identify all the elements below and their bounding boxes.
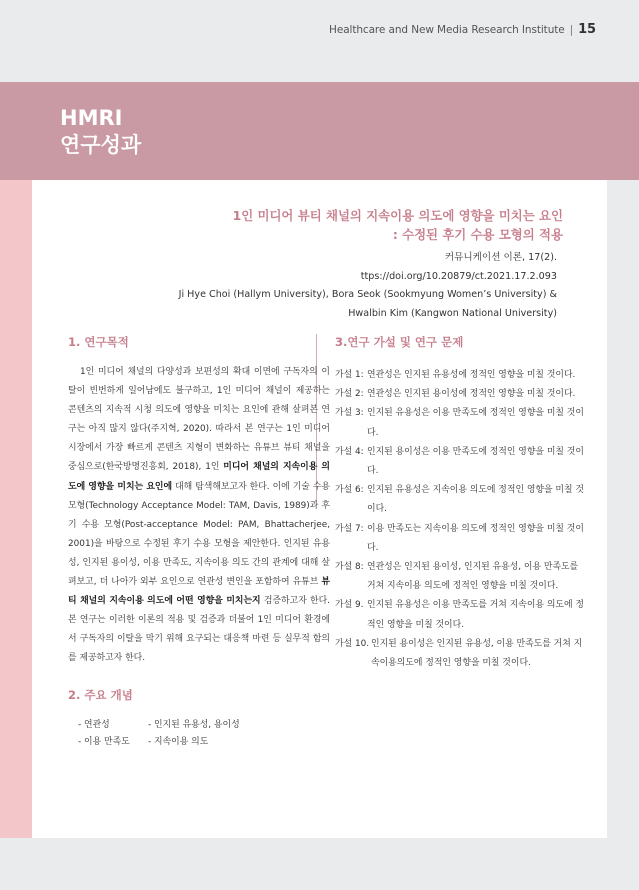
running-header: [329, 22, 596, 37]
hypothesis-text: 인지된 유용성은 이용 만족도를 거쳐 지속이용 의도에 정적인 영향을 미칠 것이다.: [367, 600, 584, 630]
article-card: [32, 180, 607, 838]
hypothesis-item: [335, 385, 585, 404]
hypothesis-item: [335, 635, 585, 673]
purpose-text-bold-1: 미디어 채널의 지속이용 의도에 영향을 미치는 요인에: [68, 462, 330, 492]
key-concepts-heading: 2. 주요 개념: [68, 687, 133, 702]
hypothesis-text: 연관성은 인지된 용이성, 인지된 유용성, 이용 만족도를 거쳐 지속이용 의도에 정적인 영향을 미칠 것이다.: [367, 562, 579, 592]
section-banner: [0, 82, 639, 180]
hypotheses-heading: 3.연구 가설 및 연구 문제: [335, 335, 464, 349]
hypothesis-label: 가설 7:: [335, 523, 364, 534]
concept-item: - 이용 만족도: [78, 737, 130, 747]
purpose-text-bold-2: 뷰티 채널의 지속이용 의도에 어떤 영향을 미치는지: [68, 577, 330, 607]
hypotheses-list: [335, 366, 585, 673]
article-meta: [179, 249, 557, 323]
concept-item: - 지속이용 의도: [148, 737, 209, 747]
banner-title-hmri: HMRI: [60, 106, 123, 130]
hypothesis-text: 인지된 유용성은 이용 만족도에 정적인 영향을 미칠 것이다.: [367, 408, 584, 438]
left-column: [68, 333, 330, 752]
hypothesis-label: 가설 8:: [335, 562, 364, 573]
institute-name: Healthcare and New Media Research Institute: [329, 24, 565, 36]
concept-row: [68, 734, 330, 752]
concept-item: - 인지된 유용성, 용이성: [148, 719, 240, 730]
hypothesis-text: 이용 만족도는 지속이용 의도에 정적인 영향을 미칠 것이다.: [367, 523, 584, 553]
research-purpose-heading: 1. 연구목적: [68, 335, 129, 349]
journal-citation: 커뮤니케이션 이론, 17(2).: [444, 252, 557, 263]
authors-line1: Ji Hye Choi (Hallym University), Bora Seok (Sookmyung Women’s University) &: [178, 289, 557, 300]
article-title: [233, 206, 563, 244]
hypothesis-text: 연관성은 인지된 용이성에 정적인 영향을 미칠 것이다.: [367, 389, 576, 400]
hypothesis-label: 가설 9.: [335, 600, 364, 611]
hypothesis-label: 가설 4:: [335, 446, 364, 457]
purpose-text-c: 대해 탐색해보고자 한다. 이에 기술 수용 모형(Technology Acceptance Model: TAM, Davis, 1989)과 후기 수용 모형(Post-acceptance Model: PAM, Bhattacherjee, 2001)을 바탕으로 수정된 후기 수용 모형을 제안한다. 인지된 유용성, 인지된 용이성, 이용 만족도, 지속이용 의도 간의 관계에 대해 살펴보고, 더 나아가 외부 요인으로 연관성 변인을 포함하여 유튜브: [68, 481, 330, 588]
authors-line2: Hwalbin Kim (Kangwon National University): [348, 307, 557, 319]
hypothesis-item: [335, 443, 585, 481]
doi-link[interactable]: ttps://doi.org/10.20879/ct.2021.17.2.093: [360, 270, 557, 282]
concept-item: - 연관성: [78, 719, 110, 730]
right-column: [335, 333, 585, 673]
purpose-text-e: 검증하고자 한다. 본 연구는 이러한 이론의 적용 및 검증과 더불어 1인 미디어 환경에서 구독자의 이탈을 막기 위해 요구되는 대응책 마련 등 실무적 함의를 제공하고자 한다.: [68, 596, 330, 664]
hypothesis-label: 가설 1:: [335, 370, 364, 380]
hypothesis-label: 가설 10.: [335, 638, 370, 649]
hypothesis-label: 가설 3:: [335, 408, 364, 419]
hypothesis-text: 인지된 용이성은 인지된 유용성, 이용 만족도를 거쳐 지속이용의도에 정적인 영향을 미칠 것이다.: [371, 638, 583, 669]
header-separator: |: [569, 24, 574, 36]
banner-title-research: 연구성과: [60, 133, 142, 157]
purpose-text-a: 1인 미디어 채널의 다양성과 보편성의 확대 이면에 구독자의 이탈이 빈번하게 일어남에도 불구하고, 1인 미디어 채널이 제공하는 콘텐츠의 지속적 시청 의도에 영향을 미치는 요인에 관해 살펴본 연구는 아직 많지 않다(주지혁, 2020). 따라서 본 연구는 1인 미디어 시장에서 가장 빠르게 콘텐츠 지형이 변화하는 유튜브 뷰티 채널을 중심으로(한국방명진흥회, 2018), 1인: [68, 367, 330, 473]
side-accent-strip: [0, 180, 32, 838]
hypothesis-item: [335, 404, 585, 442]
hypothesis-item: [335, 558, 585, 596]
hypothesis-label: 가설 2:: [335, 389, 364, 400]
research-purpose-text: [68, 363, 330, 669]
hypothesis-item: [335, 366, 585, 385]
hypothesis-item: [335, 596, 585, 634]
key-concepts-list: [68, 717, 330, 752]
concept-row: [68, 717, 330, 735]
hypothesis-text: 인지된 용이성은 이용 만족도에 정적인 영향을 미칠 것이다.: [367, 446, 584, 477]
hypothesis-text: 인지된 유용성은 지속이용 의도에 정적인 영향을 미칠 것이다.: [367, 485, 584, 515]
hypothesis-item: [335, 520, 585, 558]
hypothesis-text: 연관성은 인지된 유용성에 정적인 영향을 미칠 것이다.: [367, 370, 576, 380]
article-title-line2: : 수정된 후기 수용 모형의 적용: [392, 227, 563, 242]
hypothesis-label: 가설 6:: [335, 485, 364, 496]
page-number: 15: [578, 22, 596, 37]
hypothesis-item: [335, 481, 585, 519]
article-title-line1: 1인 미디어 뷰티 채널의 지속이용 의도에 영향을 미치는 요인: [232, 208, 563, 223]
